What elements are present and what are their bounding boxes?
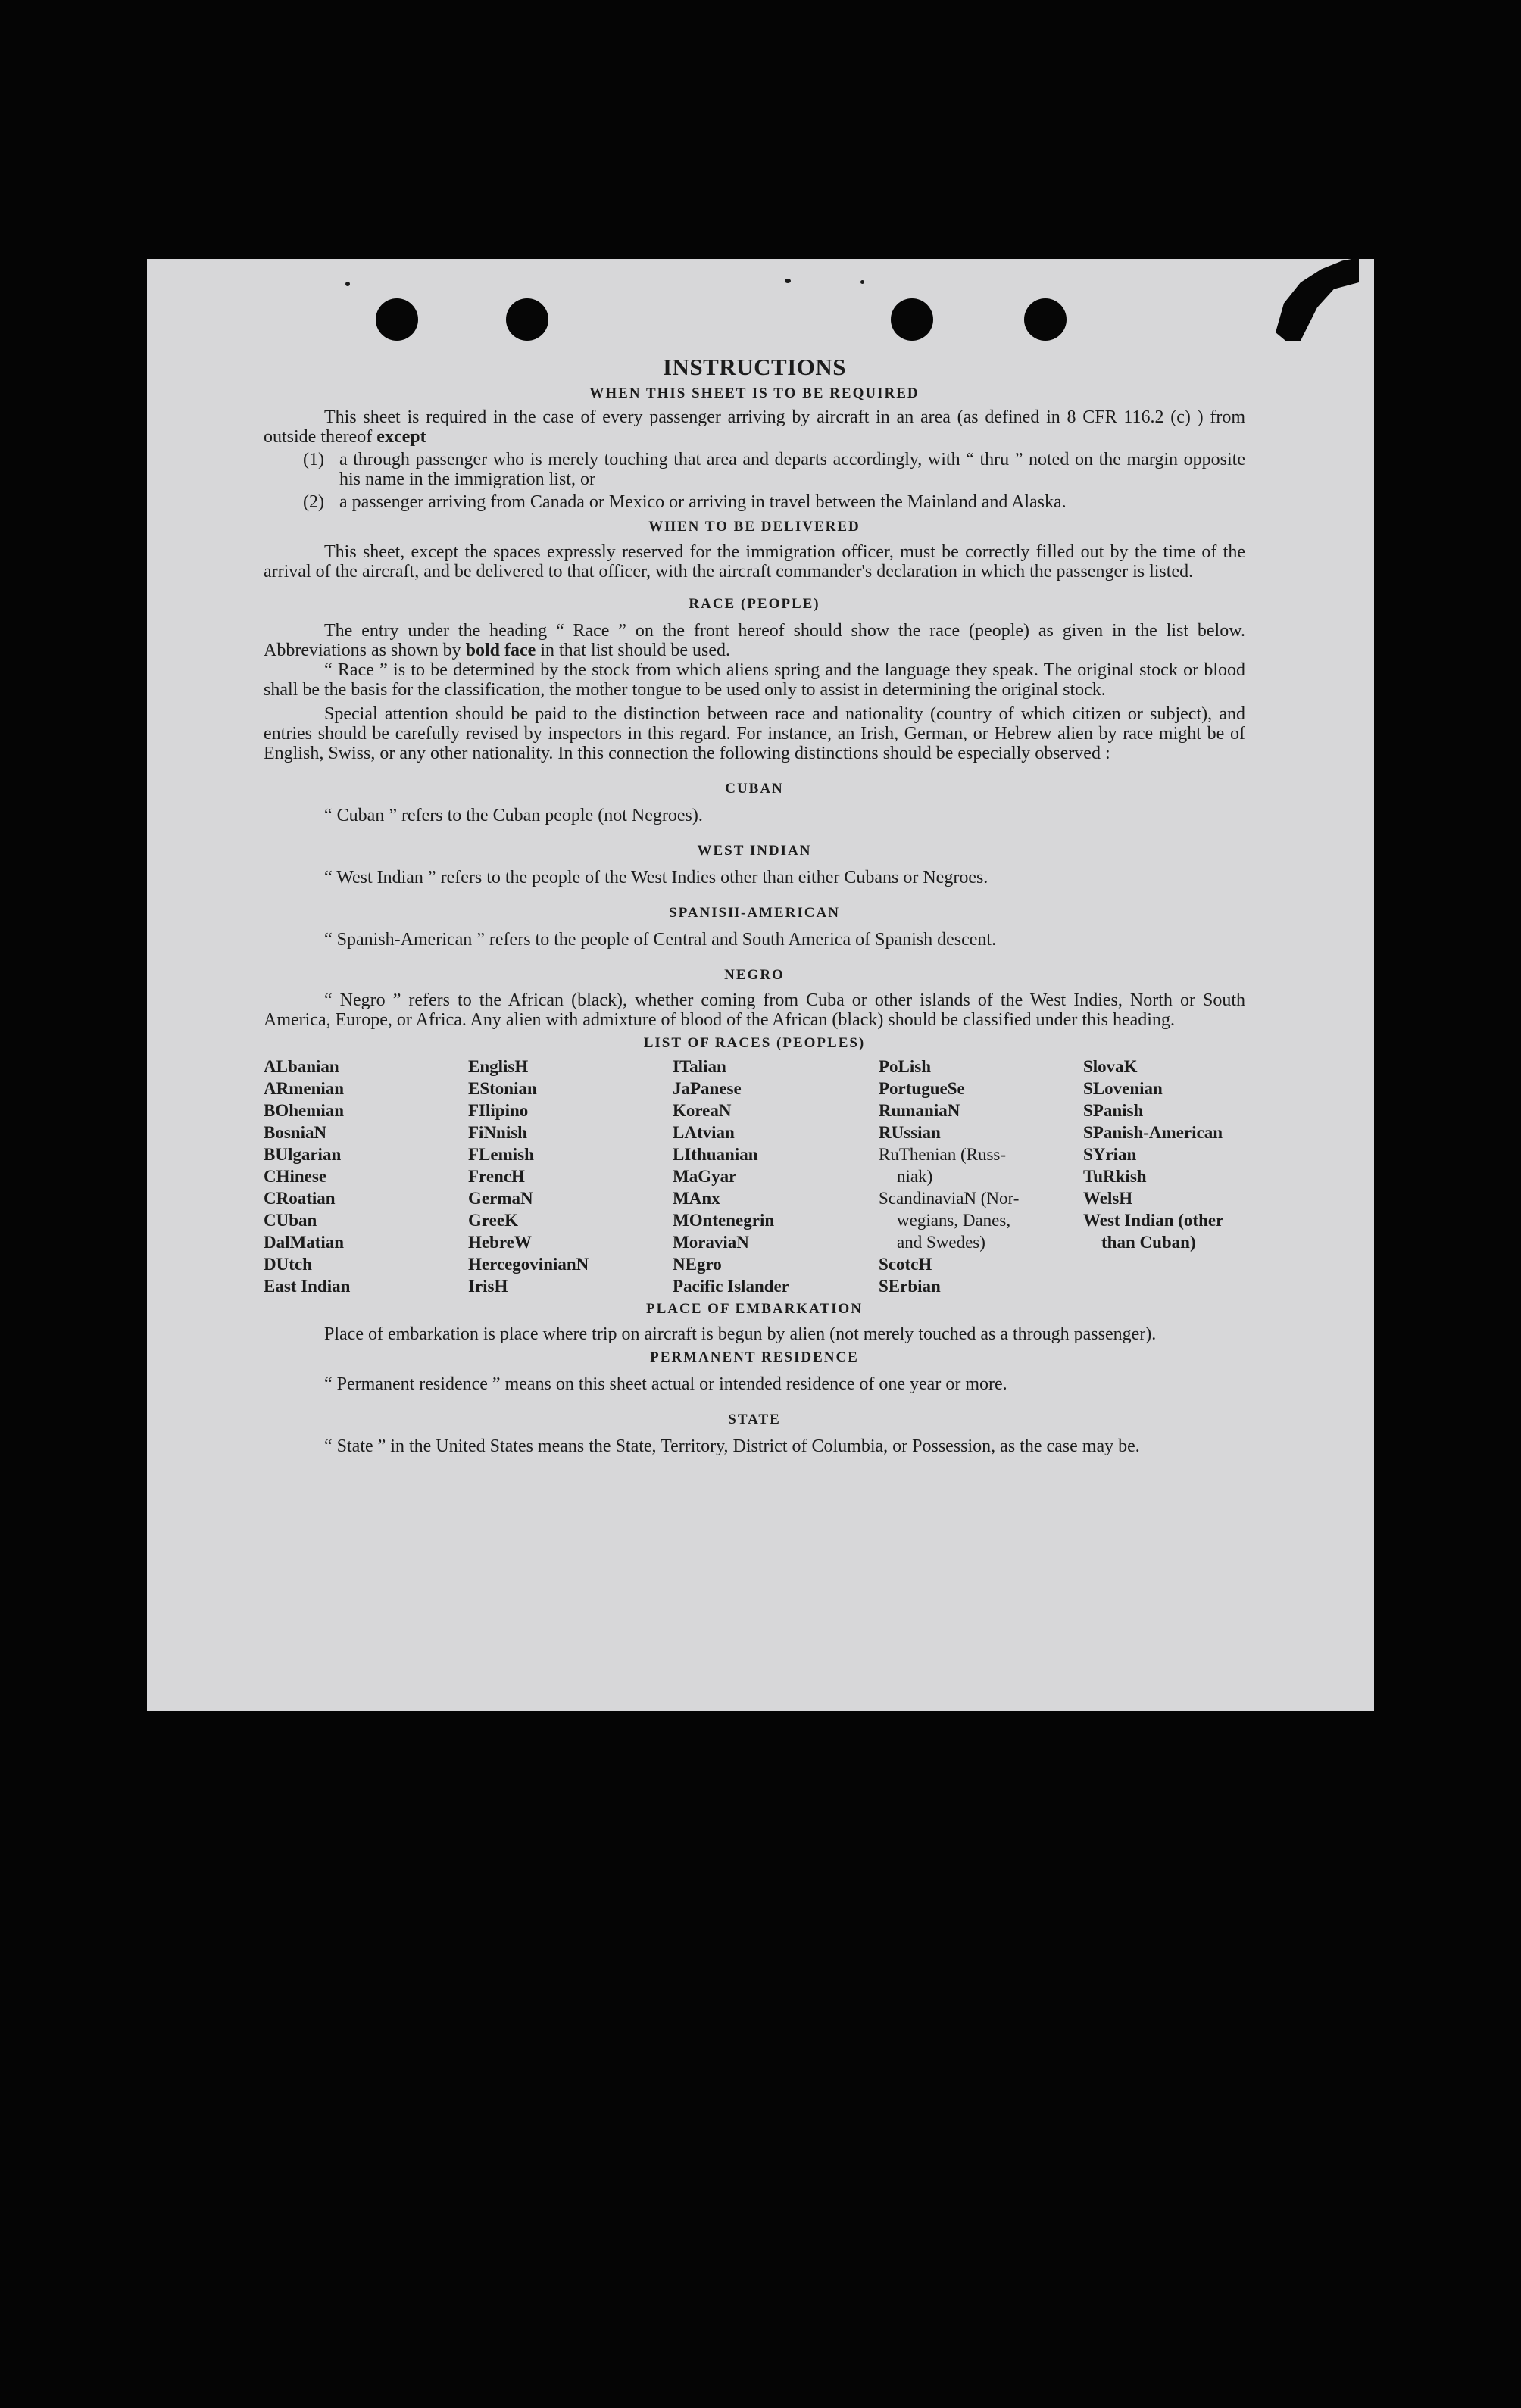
race-p1-text-end: in that list should be used.	[540, 641, 730, 660]
race-item: ITalian	[673, 1057, 726, 1076]
race-item: DUtch	[264, 1255, 312, 1274]
punch-hole	[376, 298, 418, 341]
race-item: BUlgarian	[264, 1145, 342, 1164]
race-item: PoLish	[879, 1057, 932, 1076]
race-item: PortugueSe	[879, 1079, 965, 1098]
race-item: RuThenian (Russ-	[879, 1145, 1007, 1164]
race-item: ScotcH	[879, 1255, 932, 1274]
race-item: Pacific Islander	[673, 1277, 789, 1296]
torn-corner	[1276, 257, 1359, 341]
required-intro	[264, 407, 1245, 447]
races-column	[879, 1056, 1083, 1297]
item-number: (1)	[303, 450, 324, 469]
race-item: LIthuanian	[673, 1145, 758, 1164]
race-item: SPanish-American	[1083, 1123, 1223, 1142]
section-heading-negro: NEGRO	[724, 967, 785, 983]
punch-hole	[891, 298, 933, 341]
race-item: GermaN	[468, 1189, 533, 1208]
race-item: West Indian (other	[1083, 1211, 1224, 1230]
list-item	[264, 492, 1245, 512]
races-list	[264, 1056, 1245, 1297]
race-item: wegians, Danes,	[897, 1211, 1011, 1230]
race-item: FLemish	[468, 1145, 534, 1164]
punch-hole	[1024, 298, 1067, 341]
race-p1-bold: bold face	[465, 641, 536, 660]
race-item: CRoatian	[264, 1189, 336, 1208]
race-item: CHinese	[264, 1167, 327, 1186]
race-item: RUssian	[879, 1123, 941, 1142]
race-item: GreeK	[468, 1211, 518, 1230]
section-heading-residence: PERMANENT RESIDENCE	[650, 1349, 859, 1365]
race-paragraph-1	[264, 621, 1245, 660]
race-p1-text: The entry under the heading “ Race ” on the front hereof should show the race (people) as given in the list below. Abbreviations as shown by	[264, 621, 1245, 660]
section-heading-state: STATE	[728, 1411, 781, 1427]
punch-hole	[506, 298, 548, 341]
race-item: HercegovinianN	[468, 1255, 589, 1274]
race-item: ScandinaviaN (Nor-	[879, 1189, 1020, 1208]
negro-text: “ Negro ” refers to the African (black), whether coming from Cuba or other islands of the West Indies, North or South America, Europe, or Africa. Any alien with admixture of blood of the African (black) should be classified under this heading.	[264, 990, 1245, 1030]
speck	[785, 279, 791, 283]
item-number: (2)	[303, 492, 324, 512]
race-item: niak)	[897, 1167, 933, 1186]
spanish-american-text: “ Spanish-American ” refers to the people of Central and South America of Spanish descent.	[324, 930, 997, 950]
race-item: EnglisH	[468, 1057, 529, 1076]
race-item: MoraviaN	[673, 1233, 749, 1252]
race-item: BOhemian	[264, 1101, 345, 1120]
required-intro-bold: except	[376, 427, 426, 447]
races-column	[264, 1056, 468, 1297]
section-heading-delivered: WHEN TO BE DELIVERED	[648, 519, 860, 535]
race-item: MAnx	[673, 1189, 720, 1208]
race-item: SPanish	[1083, 1101, 1144, 1120]
race-paragraph-2: “ Race ” is to be determined by the stock from which aliens spring and the language they speak. The original stock or blood shall be the basis for the classification, the mother tongue to be used only to assist in determining the original stock.	[264, 660, 1245, 700]
west-indian-text: “ West Indian ” refers to the people of the West Indies other than either Cubans or Negroes.	[324, 868, 988, 887]
delivered-text: This sheet, except the spaces expressly reserved for the immigration officer, must be correctly filled out by the time of the arrival of the aircraft, and be delivered to that officer, with the aircraft commander's declaration in which the passenger is listed.	[264, 542, 1245, 582]
section-heading-races: LIST OF RACES (PEOPLES)	[643, 1035, 866, 1051]
state-text: “ State ” in the United States means the State, Territory, District of Columbia, or Possession, as the case may be.	[324, 1436, 1140, 1456]
required-intro-text: This sheet is required in the case of every passenger arriving by aircraft in an area (as defined in 8 CFR 116.2 (c) ) from outside thereof	[264, 407, 1245, 447]
page-title: INSTRUCTIONS	[662, 354, 846, 380]
race-item: SlovaK	[1083, 1057, 1138, 1076]
section-heading-spanish-american: SPANISH-AMERICAN	[669, 905, 840, 921]
item-text: a through passenger who is merely touching that area and departs accordingly, with “ thru ” noted on the margin opposite his name in the immigration list, or	[339, 450, 1245, 489]
instructions-content	[264, 354, 1245, 1456]
race-item: DalMatian	[264, 1233, 345, 1252]
section-heading-west-indian: WEST INDIAN	[697, 843, 812, 859]
race-paragraph-3: Special attention should be paid to the distinction between race and nationality (country of which citizen or subject), and entries should be carefully revised by inspectors in this regard. For instance, an Irish, German, or Hebrew alien by race might be of English, Swiss, or any other nationality. In this connection the following distinctions should be especially observed :	[264, 704, 1245, 763]
race-item: than Cuban)	[1101, 1233, 1196, 1252]
race-item: RumaniaN	[879, 1101, 960, 1120]
races-column	[1083, 1056, 1245, 1297]
embarkation-text: Place of embarkation is place where trip on aircraft is begun by alien (not merely touched as a through passenger).	[324, 1324, 1157, 1344]
race-item: CUban	[264, 1211, 317, 1230]
speck	[345, 282, 350, 286]
list-item	[264, 450, 1245, 489]
race-item: KoreaN	[673, 1101, 732, 1120]
section-heading-cuban: CUBAN	[725, 781, 784, 797]
section-heading-embarkation: PLACE OF EMBARKATION	[646, 1301, 863, 1317]
race-item: MOntenegrin	[673, 1211, 775, 1230]
race-item: MaGyar	[673, 1167, 737, 1186]
cuban-text: “ Cuban ” refers to the Cuban people (not Negroes).	[324, 806, 703, 825]
speck	[860, 280, 864, 284]
races-column	[468, 1056, 673, 1297]
race-item: EStonian	[468, 1079, 537, 1098]
races-column	[673, 1056, 879, 1297]
race-item: WelsH	[1083, 1189, 1133, 1208]
race-item: IrisH	[468, 1277, 508, 1296]
race-item: ARmenian	[264, 1079, 345, 1098]
race-item: LAtvian	[673, 1123, 735, 1142]
race-item: FiNnish	[468, 1123, 527, 1142]
residence-text: “ Permanent residence ” means on this sheet actual or intended residence of one year or more.	[324, 1374, 1007, 1394]
race-item: HebreW	[468, 1233, 532, 1252]
race-item: FrencH	[468, 1167, 525, 1186]
race-item: TuRkish	[1083, 1167, 1147, 1186]
race-item: NEgro	[673, 1255, 722, 1274]
race-item: and Swedes)	[897, 1233, 985, 1252]
race-item: SYrian	[1083, 1145, 1137, 1164]
race-item: SLovenian	[1083, 1079, 1163, 1098]
section-heading-race: RACE (PEOPLE)	[689, 596, 820, 612]
race-item: ALbanian	[264, 1057, 339, 1076]
document-sheet	[147, 259, 1374, 1711]
race-item: JaPanese	[673, 1079, 742, 1098]
race-item: BosniaN	[264, 1123, 327, 1142]
section-heading-required: WHEN THIS SHEET IS TO BE REQUIRED	[589, 385, 920, 401]
race-item: FIlipino	[468, 1101, 529, 1120]
item-text: a passenger arriving from Canada or Mexico or arriving in travel between the Mainland and Alaska.	[339, 492, 1067, 512]
race-item: SErbian	[879, 1277, 941, 1296]
race-item: East Indian	[264, 1277, 351, 1296]
